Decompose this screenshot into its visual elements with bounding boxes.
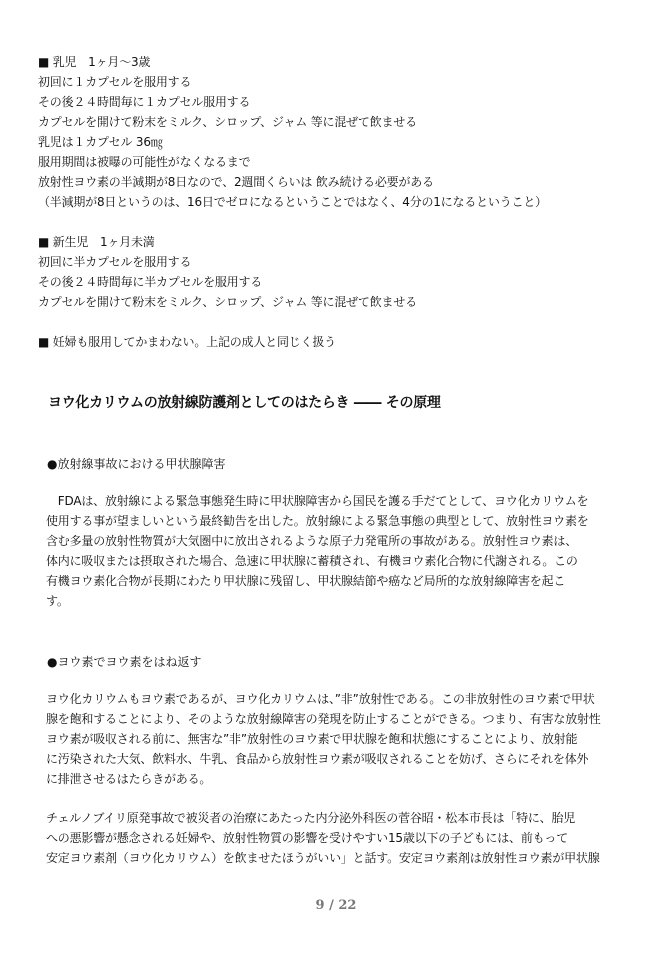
pregnant-note: ■ 妊婦も服用してかまわない。上記の成人と同じく扱う	[38, 335, 336, 349]
newborn-line: カプセルを開けて粉末をミルク、シロップ、ジャム 等に混ぜて飲ませる	[38, 295, 417, 309]
paragraph-line: ヨウ素が吸収される前に、無害な”非”放射性のヨウ素で甲状腺を飽和状態にすることにより、放射能	[46, 732, 578, 746]
section-title: ヨウ化カリウムの放射線防護剤としてのはたらき ―― その原理	[48, 395, 441, 411]
paragraph-line: 含む多量の放射性物質が大気圏中に放出されるような原子力発電所の事故がある。放射性ヨウ素は、	[46, 534, 578, 548]
paragraph-chernobyl	[46, 808, 626, 868]
infant-line: 乳児は１カプセル 36㎎	[38, 135, 163, 149]
paragraph-line: す。	[46, 594, 69, 608]
newborn-line: 初回に半カプセルを服用する	[38, 255, 192, 269]
paragraph-line: FDAは、放射線による緊急事態発生時に甲状腺障害から国民を護る手だてとして、ヨウ化カリウムを	[46, 494, 589, 508]
infant-line: その後２４時間毎に１カプセル服用する	[38, 95, 251, 109]
page-number: 9 / 22	[315, 898, 357, 913]
subheading-radiation-accident: ●放射線事故における甲状腺障害	[47, 457, 226, 471]
paragraph-line: 安定ヨウ素剤（ヨウ化カリウム）を飲ませたほうがいい」と話す。安定ヨウ素剤は放射性ヨウ素が甲状腺	[46, 851, 600, 865]
paragraph-line: に汚染された大気、飲料水、牛乳、食品から放射性ヨウ素が吸収されることを妨げ、さらにそれを体外	[46, 752, 589, 766]
paragraph-fda	[46, 491, 626, 611]
paragraph-line: への悪影響が懸念される妊婦や、放射性物質の影響を受けやすい15歳以下の子どもには、前もって	[46, 831, 569, 845]
paragraph-line: 体内に吸収または摂取された場合、急速に甲状腺に蓄積され、有機ヨウ素化合物に代謝される。この	[46, 554, 578, 568]
paragraph-iodine	[46, 689, 626, 789]
paragraph-line: チェルノブイリ原発事故で被災者の治療にあたった内分泌外科医の菅谷昭・松本市長は「特に、胎児	[46, 811, 576, 825]
infant-line: 服用期間は被曝の可能性がなくなるまで	[38, 155, 251, 169]
infant-note: （半減期が8日というのは、16日でゼロになるということではなく、4分の1になるということ）	[38, 195, 547, 209]
paragraph-line: ヨウ化カリウムもヨウ素であるが、ヨウ化カリウムは、”非”放射性である。この非放射性のヨウ素で甲状	[46, 692, 595, 706]
newborn-line: その後２４時間毎に半カプセルを服用する	[38, 275, 263, 289]
infant-heading: ■ 乳児 1ヶ月～3歳	[38, 55, 151, 69]
paragraph-line: 腺を飽和することにより、そのような放射線障害の発現を防止することができる。つまり、有害な放射性	[46, 712, 601, 726]
infant-line: 放射性ヨウ素の半減期が8日なので、2週間くらいは 飲み続ける必要がある	[38, 175, 434, 189]
paragraph-line: 使用する事が望ましいという最終勧告を出した。放射線による緊急事態の典型として、放射性ヨウ素を	[46, 514, 589, 528]
newborn-heading: ■ 新生児 1ヶ月未満	[38, 235, 155, 249]
paragraph-line: に排泄させるはたらきがある。	[46, 772, 212, 786]
paragraph-line: 有機ヨウ素化合物が長期にわたり甲状腺に残留し、甲状腺結節や癌など局所的な放射線障害を起こ	[46, 574, 566, 588]
subheading-iodine-blocking: ●ヨウ素でヨウ素をはね返す	[47, 655, 202, 669]
infant-line: 初回に１カプセルを服用する	[38, 75, 192, 89]
infant-line: カプセルを開けて粉末をミルク、シロップ、ジャム 等に混ぜて飲ませる	[38, 115, 417, 129]
